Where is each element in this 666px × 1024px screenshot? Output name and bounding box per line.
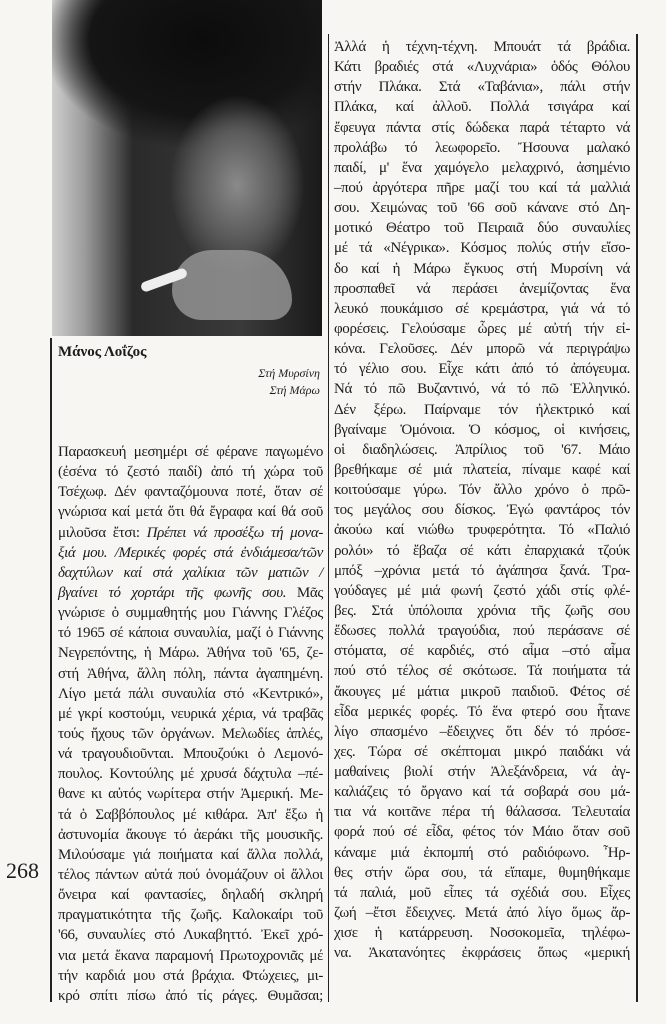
text-line bbox=[334, 339, 630, 359]
text-segment: βρεθήκαμε σέ μιά πλατεία, πίναμε καφέ καί bbox=[334, 461, 630, 478]
text-segment: στή Ἀθήνα, ἄλλη πόλη, πάντα ἀγαπημένη. bbox=[58, 665, 323, 682]
text-line bbox=[334, 57, 630, 77]
text-line bbox=[58, 583, 323, 603]
text-line bbox=[58, 442, 323, 462]
text-line bbox=[58, 784, 323, 804]
text-segment: νια μετά ἔκανα παραμονή Πρωτοχρονιᾶς μέ bbox=[58, 947, 323, 964]
text-line bbox=[58, 885, 323, 905]
text-line bbox=[58, 523, 323, 543]
text-line bbox=[334, 621, 630, 641]
text-segment: '66, συναυλίες στό Λυκαβηττό. Ἐκεῖ χρό- bbox=[58, 927, 323, 944]
text-line bbox=[334, 198, 630, 218]
text-line bbox=[334, 97, 630, 117]
text-line bbox=[334, 702, 630, 722]
text-segment: –πού ἀργότερα πῆρε μαζί του καί τά μαλλιά bbox=[334, 179, 630, 196]
text-line bbox=[334, 37, 630, 57]
text-line bbox=[334, 158, 630, 178]
text-segment: φορέσεις. Γελούσαμε ὧρες μέ αὐτή τήν εἰ- bbox=[334, 320, 630, 337]
text-segment: μέ τά «Νέγρικα». Κόσμος πολύς στήν εἴσο- bbox=[334, 240, 630, 257]
text-line bbox=[334, 561, 630, 581]
text-line bbox=[58, 623, 323, 643]
text-segment: νά τραγουδιοῦνται. Μπουζούκι ὁ Λεμονό- bbox=[58, 746, 323, 763]
text-segment: ζωή –ἔτσι ἔδειχνες. Μετά ἀπό λίγο ὅμως ἄρ- bbox=[334, 905, 630, 922]
text-line bbox=[334, 722, 630, 742]
text-segment: Δέν ξέρω. Παίρναμε τόν ἠλεκτρικό καί bbox=[334, 401, 630, 418]
text-line bbox=[334, 178, 630, 198]
text-segment: ἔφευγα πάντα στίς δώδεκα παρά τέταρτο νά bbox=[334, 119, 630, 136]
text-line bbox=[334, 238, 630, 258]
portrait-photo bbox=[52, 0, 322, 336]
text-line bbox=[334, 480, 630, 500]
text-line bbox=[58, 744, 323, 764]
text-line bbox=[58, 845, 323, 865]
right-column-rule bbox=[636, 34, 638, 1002]
text-segment: δο καί ἡ Μάρω ἔγκυος στή Μυρσίνη νά bbox=[334, 260, 630, 277]
text-segment: πουλος. Κοντούλης μέ χρυσά δάχτυλα –πέ- bbox=[58, 766, 323, 783]
photo-caption: Μάνος Λοΐζος bbox=[58, 344, 147, 360]
text-segment: μαθαίνεις βιολί στήν Ἀλεξάνδρεια, νά ἀγ- bbox=[334, 764, 630, 781]
dedication-line: Στή Μάρω bbox=[269, 383, 320, 397]
text-line bbox=[334, 923, 630, 943]
text-segment: κόνα. Γελοῦσες. Δέν μπορῶ νά περιγράψω bbox=[334, 341, 630, 358]
text-segment: μπόξ –χρόνια μετά τό ἀγάπησα ξανά. Τρα- bbox=[334, 562, 630, 579]
text-line bbox=[334, 279, 630, 299]
text-segment: τό γέλιο σου. Εἶχε κάτι ἀπό τό ἀπόγευμα. bbox=[334, 361, 630, 378]
text-segment: στήν Πλάκα. Στά «Ταβάνια», πάλι στήν bbox=[334, 79, 630, 96]
text-line bbox=[334, 581, 630, 601]
text-segment: τά ὁ Σαββόπουλος μέ κιθάρα. Ἀπ' ἔξω ἡ bbox=[58, 806, 323, 823]
text-line bbox=[334, 420, 630, 440]
text-line bbox=[334, 218, 630, 238]
text-line bbox=[334, 520, 630, 540]
italic-poem-text: βγαίνει τό χορτάρι τῆς φωνῆς σου. bbox=[58, 584, 287, 601]
text-line bbox=[334, 118, 630, 138]
text-segment: προσπαθεῖ νά περάσει ἀνεμίζοντας ἕνα bbox=[334, 280, 630, 297]
text-line bbox=[58, 643, 323, 663]
text-line bbox=[334, 259, 630, 279]
text-segment: λευκό πουκάμισο σέ κρεμάστρα, γιά νά τό bbox=[334, 300, 630, 317]
text-line bbox=[58, 603, 323, 623]
text-segment: τά παλιά, μοῦ εἶπες τά σχέδιά σου. Εἶχες bbox=[334, 884, 630, 901]
text-segment: κοιτούσαμε γύρω. Τόν ἄλλο χρόνο ὁ πρῶ- bbox=[334, 482, 630, 499]
page-number: 268 bbox=[6, 858, 39, 883]
text-segment: ὄνειρα καί φαντασίες, δηλαδή σκληρή bbox=[58, 887, 323, 904]
text-segment: τήν καρδιά μου στά βράχια. Φτώχειες, μι- bbox=[58, 967, 323, 984]
text-line bbox=[334, 782, 630, 802]
text-line bbox=[58, 905, 323, 925]
text-segment: Μιλούσαμε γιά ποιήματα καί ἄλλα πολλά, bbox=[58, 846, 323, 863]
text-segment: στόματα, σέ καρδιές, στό αἷμα –στό αἷμα bbox=[334, 643, 630, 660]
text-segment: Ἀλλά ἡ τέχνη-τέχνη. Μπουάτ τά βράδια. bbox=[334, 39, 630, 55]
text-segment: χισε ἡ κατάρρευση. Νοσοκομεῖα, τηλέφω- bbox=[334, 925, 630, 942]
text-segment: πραγματικότητα τῆς ζωῆς. Καλοκαίρι τοῦ bbox=[58, 907, 323, 924]
italic-poem-text: Πρέπει νά προσέξω τή μονα- bbox=[146, 524, 323, 541]
text-segment: θανε κι αὐτός νωρίτερα στήν Ἀμερική. Με- bbox=[58, 786, 323, 803]
text-line bbox=[334, 319, 630, 339]
text-line bbox=[58, 724, 323, 744]
text-segment: Νά τό πῶ Βυζαντινό, νά τό πῶ Ἑλληνικό. bbox=[334, 381, 630, 398]
text-line bbox=[58, 825, 323, 845]
text-segment: κρό σπίτι πίσω ἀπό τίς ράγες. Θυμᾶσαι; bbox=[58, 987, 323, 1004]
text-line bbox=[334, 943, 630, 963]
text-line bbox=[334, 843, 630, 863]
italic-poem-text: δαχτύλων καί στά χαλίκια τῶν ματιῶν / bbox=[58, 564, 323, 581]
text-segment: χες. Τώρα σέ σκέπτομαι μικρό παιδάκι νά bbox=[334, 743, 630, 760]
text-segment: τό 1965 σέ κάποια συναυλία, μαζί ὁ Γιάννης bbox=[58, 625, 323, 642]
text-line bbox=[58, 502, 323, 522]
text-line bbox=[334, 822, 630, 842]
text-segment: λίγο σπασμένο –ἔδειχνες ὅτι δέν τό πρόσε- bbox=[334, 723, 630, 740]
text-segment: μιλοῦσα ἔτσι: bbox=[58, 524, 147, 541]
text-line bbox=[58, 684, 323, 704]
text-segment: γνώρισα καί μετά ὅτι θά ἔγραφα καί θά σοῦ bbox=[58, 504, 323, 521]
text-segment: καλιάζεις τό ὄργανο καί τά σοβαρά σου μά- bbox=[334, 784, 630, 801]
text-segment: εἶδα μερικές φορές. Τό ἕνα φτερό σου ἦτανε bbox=[334, 703, 630, 720]
dedication-line: Στή Μυρσίνη bbox=[258, 366, 320, 380]
text-segment: σου. Χειμώνας τοῦ '66 σοῦ κάνανε στό Δη- bbox=[334, 200, 630, 217]
text-segment: ἀκούω καί νιώθω τρυφερότητα. Τό «Παλιό bbox=[334, 522, 630, 539]
text-line bbox=[58, 664, 323, 684]
text-line bbox=[58, 946, 323, 966]
text-segment: Τσέχωφ. Δέν φανταζόμουνα ποτέ, ὅταν σέ bbox=[58, 484, 323, 501]
text-line bbox=[58, 925, 323, 945]
text-segment: ἀστυνομία ἄκουγε τό ἀεράκι τῆς μουσικῆς. bbox=[58, 826, 323, 843]
left-column-rule bbox=[50, 338, 52, 1002]
text-line bbox=[58, 966, 323, 986]
text-segment: μέ γκρί κοστούμι, νευρικά χέρια, νά τραβᾶς bbox=[58, 705, 323, 722]
text-line bbox=[334, 802, 630, 822]
text-line bbox=[334, 400, 630, 420]
text-line bbox=[334, 682, 630, 702]
text-line bbox=[334, 742, 630, 762]
text-segment: βγαίναμε Ὁμόνοια. Ὁ κόσμος, οἱ κινήσεις, bbox=[334, 421, 630, 438]
text-line bbox=[334, 77, 630, 97]
text-segment: τούς ἤχους τῶν ὀργάνων. Μελωδίες ἁπλές, bbox=[58, 725, 323, 742]
text-line bbox=[58, 986, 323, 1006]
text-segment: παιδί, μ' ἕνα χαμόγελο μελαχρινό, ἀσημένιο bbox=[334, 159, 630, 176]
text-line bbox=[334, 762, 630, 782]
right-text-column bbox=[334, 37, 630, 963]
text-line bbox=[58, 482, 323, 502]
text-segment: βες. Στά ὑπόλοιπα χρόνια τῆς ζωῆς σου bbox=[334, 602, 630, 619]
text-line bbox=[334, 601, 630, 621]
text-line bbox=[334, 541, 630, 561]
left-text-column bbox=[58, 442, 323, 1006]
text-segment: τέλος πάντων αὐτά πού ὀνομάζουν οἱ ἄλλοι bbox=[58, 866, 323, 883]
text-line bbox=[334, 641, 630, 661]
text-line bbox=[58, 462, 323, 482]
text-segment: να. Ἀκατανόητες ἐκφράσεις ὅπως «μερική bbox=[334, 945, 630, 962]
text-segment: φορά πού σέ εἶδα, φέτος τόν Μάιο ὅταν σοῦ bbox=[334, 824, 630, 841]
text-line bbox=[58, 865, 323, 885]
italic-poem-text: ξιά μου. /Μερικές φορές στά ἐνδιάμεσα/τῶν bbox=[58, 544, 323, 561]
right-column-left-rule bbox=[328, 34, 329, 1002]
text-segment: οἱ διαδηλώσεις. Ἀπρίλιος τοῦ '67. Μάιο bbox=[334, 441, 630, 458]
text-line bbox=[334, 440, 630, 460]
text-segment: προλάβω τό λεωφορεῖο. Ἤσουνα μαλακό bbox=[334, 139, 630, 156]
text-line bbox=[334, 863, 630, 883]
text-segment: Νεγρεπόντης, ἡ Μάρω. Ἀθήνα τοῦ '65, ζε- bbox=[58, 645, 323, 662]
text-line bbox=[58, 563, 323, 583]
text-line bbox=[58, 704, 323, 724]
text-line bbox=[334, 460, 630, 480]
text-line bbox=[334, 661, 630, 681]
text-segment: Πλάκα, καί ἀλλοῦ. Πολλά τσιγάρα καί bbox=[334, 99, 630, 116]
text-line bbox=[334, 883, 630, 903]
text-segment: πού στό τέλος σέ σκότωσε. Τά ποιήματα τά bbox=[334, 663, 630, 680]
text-segment: ρολόι» τό ἔβαζα σέ κάτι ἐπαρχιακά τζούκ bbox=[334, 542, 630, 559]
text-segment: θες στήν ὥρα σου, τά εἴπαμε, θυμηθήκαμε bbox=[334, 864, 630, 881]
text-segment: Λίγο μετά πάλι συναυλία στό «Κεντρικό», bbox=[58, 685, 323, 702]
text-segment: τια νά κοιτᾶνε πέρα τή θάλασσα. Τελευταία bbox=[334, 804, 630, 821]
text-line bbox=[334, 903, 630, 923]
text-segment: τος μεγάλος σου δίσκος. Ἐγώ φαντάρος τόν bbox=[334, 502, 630, 519]
text-line bbox=[334, 359, 630, 379]
text-line bbox=[334, 138, 630, 158]
text-line bbox=[58, 764, 323, 784]
text-segment: ἔδωσες πολλά τραγούδια, πού περάσανε σέ bbox=[334, 623, 630, 640]
text-segment: γνώρισε ὁ συμμαθητής μου Γιάννης Γλέζος bbox=[58, 605, 323, 622]
text-segment: γούδαγες μέ μιά φωνή ζεστό χάδι στίς φλέ- bbox=[334, 582, 630, 599]
text-segment: (ἐσένα τό ζεστό παιδί) ἀπό τή χώρα τοῦ bbox=[58, 464, 323, 481]
text-line bbox=[334, 500, 630, 520]
text-segment: μοτικό Θέατρο τοῦ Πειραιᾶ δύο συναυλίες bbox=[334, 220, 630, 237]
text-line bbox=[58, 805, 323, 825]
text-line bbox=[334, 299, 630, 319]
text-line bbox=[334, 379, 630, 399]
text-line bbox=[58, 543, 323, 563]
text-segment: κάναμε μιά ἐκπομπή στό ραδιόφωνο. Ἦρ- bbox=[334, 844, 630, 861]
text-segment: ἄκουγες μέ μάτια μικροῦ παιδιοῦ. Φέτος σέ bbox=[334, 683, 630, 700]
text-segment: Κάτι βραδιές στά «Λυχνάρια» ὁδός Θόλου bbox=[334, 59, 630, 76]
text-segment: Παρασκευή μεσημέρι σέ φέρανε παγωμένο bbox=[58, 444, 323, 460]
text-segment: Μᾶς bbox=[286, 584, 323, 601]
photo-hand bbox=[172, 250, 292, 320]
